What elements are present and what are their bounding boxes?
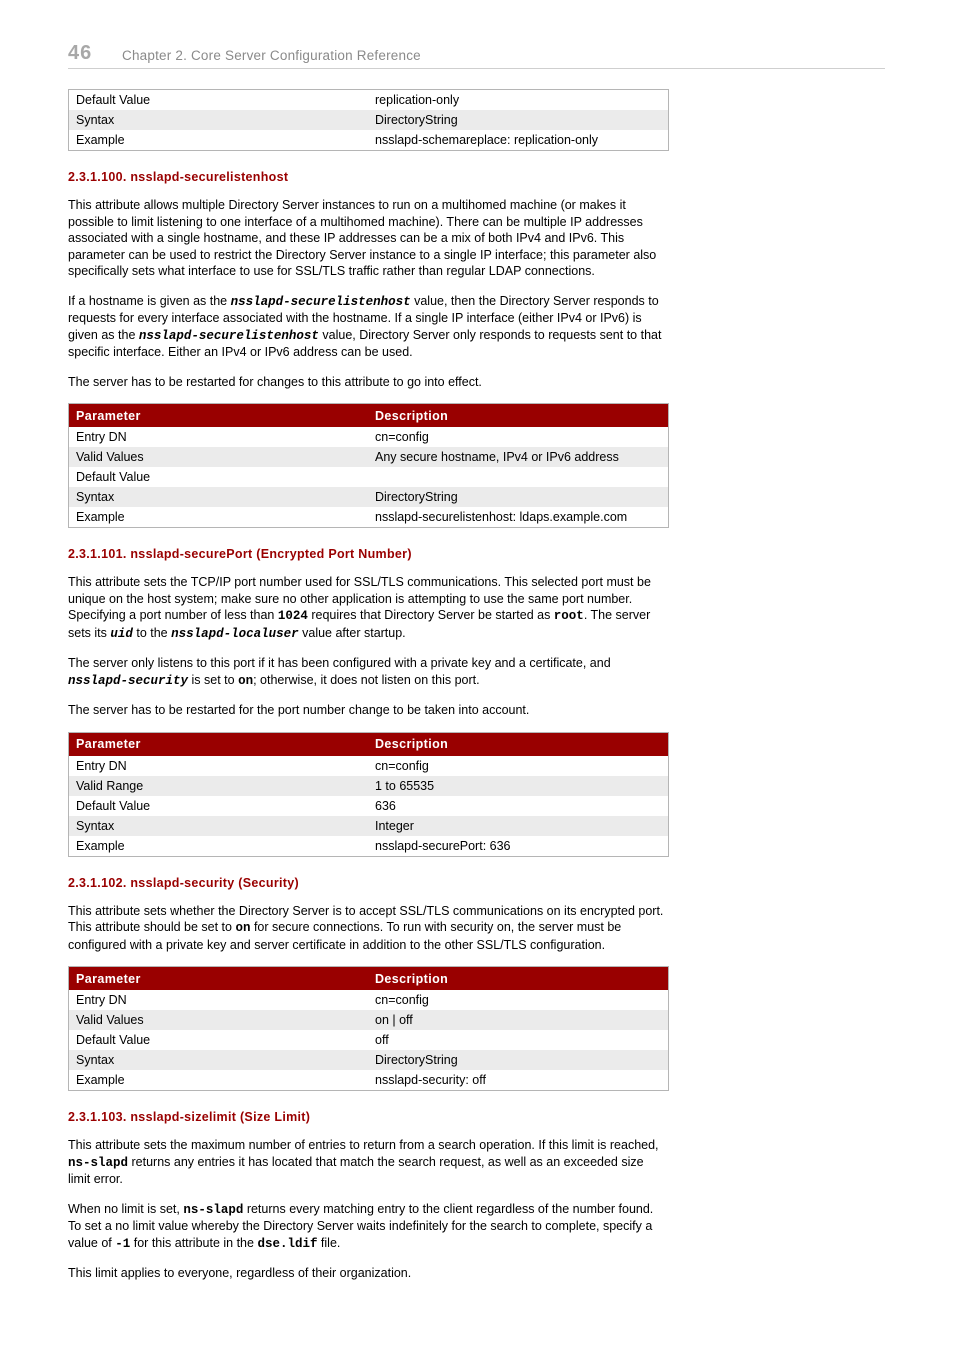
securelistenhost-table <box>68 403 669 528</box>
table-cell: Example <box>76 838 125 853</box>
table-cell: 636 <box>375 798 396 813</box>
table-row <box>69 816 669 836</box>
secureport-table <box>68 732 669 857</box>
table-cell: Valid Values <box>69 447 369 467</box>
table-header-row <box>69 967 669 991</box>
table-cell: off <box>375 1033 389 1047</box>
table-row <box>69 447 669 467</box>
table-row <box>69 90 669 111</box>
table-cell: DirectoryString <box>368 110 669 130</box>
table-cell: Default Value <box>76 93 151 107</box>
table-cell: Default Value <box>76 1033 151 1047</box>
table-cell: 1 to 65535 <box>368 776 669 796</box>
table-row <box>69 796 669 816</box>
table-cell: Syntax <box>69 487 369 507</box>
table-cell: Syntax <box>69 1050 369 1070</box>
table-cell: Default Value <box>76 798 151 813</box>
table-row <box>69 427 669 447</box>
table-row <box>69 130 669 151</box>
security-table <box>68 966 669 1091</box>
table-cell <box>368 467 669 487</box>
table-cell: Valid Range <box>69 776 369 796</box>
table-row <box>69 467 669 487</box>
paragraph: This attribute sets the maximum number of entries to return from a search operation. If this limit is reached, ns-slapd returns any entries it has located that match the search request, as well as an exceeded size limit error. <box>68 1138 659 1186</box>
paragraph: When no limit is set, ns-slapd returns every matching entry to the client regardless of the number found. To set a no limit value whereby the Directory Server waits indefinitely for the search to complete, specify a value of -1 for this attribute in the dse.ldif file. <box>68 1201 654 1251</box>
table-cell: Valid Values <box>69 1010 369 1030</box>
column-header: Description <box>368 732 669 756</box>
table-cell: Entry DN <box>76 758 127 773</box>
table-row <box>69 1050 669 1070</box>
paragraph: If a hostname is given as the nsslapd-securelistenhost value, then the Directory Server responds to requests for every interface associated with the hostname. If a single IP interface (either IPv4 or IPv6) is given as the nsslapd-securelistenhost value, Directory Server only responds to requests sent to that specific interface. Either an IPv4 or IPv6 address can be used. <box>68 293 662 359</box>
paragraph: This attribute sets whether the Directory Server is to accept SSL/TLS communications on its encrypted port. This attribute should be set to on for secure connections. To run with security on, the server must be configured with a private key and server certificate in addition to the other SSL/TLS configuration. <box>68 903 664 952</box>
table-cell: cn=config <box>375 993 429 1007</box>
table-row <box>69 110 669 130</box>
table-cell: DirectoryString <box>368 487 669 507</box>
paragraph: This attribute allows multiple Directory Server instances to run on a multihomed machine (or makes it possible to limit listening to one interface of a multihomed machine). There can be multiple IP addresses associated with a single hostname, and these IP addresses can be a mix of both IPv4 and IPv6. This parameter can be used to restrict the Directory Server instance to a single IP interface; this parameter also specifically sets what interface to use for SSL/TLS traffic rather than regular LDAP connections. <box>68 198 657 278</box>
section-title-sizelimit: 2.3.1.103. nsslapd-sizelimit (Size Limit) <box>68 1110 311 1124</box>
column-header: Description <box>368 404 669 428</box>
table-cell: Example <box>76 510 125 524</box>
table-cell: DirectoryString <box>368 1050 669 1070</box>
paragraph: The server has to be restarted for the port number change to be taken into account. <box>68 703 530 717</box>
table-cell: Syntax <box>69 110 369 130</box>
table-cell: on | off <box>368 1010 669 1030</box>
table-row <box>69 836 669 857</box>
table-row <box>69 990 669 1010</box>
paragraph: The server has to be restarted for changes to this attribute to go into effect. <box>68 374 482 389</box>
table-cell: Entry DN <box>76 430 127 444</box>
table-row <box>69 776 669 796</box>
table-cell: Entry DN <box>76 993 127 1007</box>
page-content <box>68 89 669 1282</box>
table-cell: replication-only <box>375 93 460 107</box>
table-row <box>69 1070 669 1091</box>
table-cell: nsslapd-schemareplace: replication-only <box>375 133 599 147</box>
table-cell: nsslapd-securePort: 636 <box>375 838 511 853</box>
table-cell: Example <box>76 133 125 147</box>
paragraph: This attribute sets the TCP/IP port number used for SSL/TLS communications. This selected port must be unique on the host system; make sure no other application is attempting to use the same port number. Specifying a port number of less than 1024 requires that Directory Server be started as root. The server sets its uid to the nsslapd-localuser value after startup. <box>68 575 651 641</box>
column-header: Parameter <box>69 967 369 991</box>
table-cell: Example <box>76 1073 125 1087</box>
paragraph: This limit applies to everyone, regardless of their organization. <box>68 1266 412 1280</box>
table-row <box>69 1010 669 1030</box>
table-cell: nsslapd-securelistenhost: ldaps.example.com <box>375 510 628 524</box>
section-title-security: 2.3.1.102. nsslapd-security (Security) <box>68 875 299 890</box>
section-title-secureport: 2.3.1.101. nsslapd-securePort (Encrypted Port Number) <box>68 547 412 561</box>
column-header: Parameter <box>69 732 369 756</box>
page-header <box>68 42 885 69</box>
table-cell: Integer <box>368 816 669 836</box>
table-cell: cn=config <box>375 758 429 773</box>
column-header: Description <box>368 967 669 991</box>
table-header-row <box>69 404 669 428</box>
table-cell: cn=config <box>375 430 429 444</box>
table-row <box>69 756 669 776</box>
table-cell: nsslapd-security: off <box>375 1073 486 1087</box>
table-header-row <box>69 732 669 756</box>
table-cell: Any secure hostname, IPv4 or IPv6 address <box>368 447 669 467</box>
section-title-securelistenhost: 2.3.1.100. nsslapd-securelistenhost <box>68 170 289 184</box>
table-row <box>69 1030 669 1050</box>
table-cell: Syntax <box>69 816 369 836</box>
page-number: 46 <box>68 42 93 64</box>
schemareplace-table <box>68 89 669 151</box>
table-cell: Default Value <box>76 470 151 484</box>
paragraph: The server only listens to this port if it has been configured with a private key and a certificate, and nsslapd-security is set to on; otherwise, it does not listen on this port. <box>68 656 611 688</box>
table-row <box>69 487 669 507</box>
table-row <box>69 507 669 528</box>
column-header: Parameter <box>69 404 369 428</box>
chapter-title: Chapter 2. Core Server Configuration Reference <box>122 48 421 63</box>
